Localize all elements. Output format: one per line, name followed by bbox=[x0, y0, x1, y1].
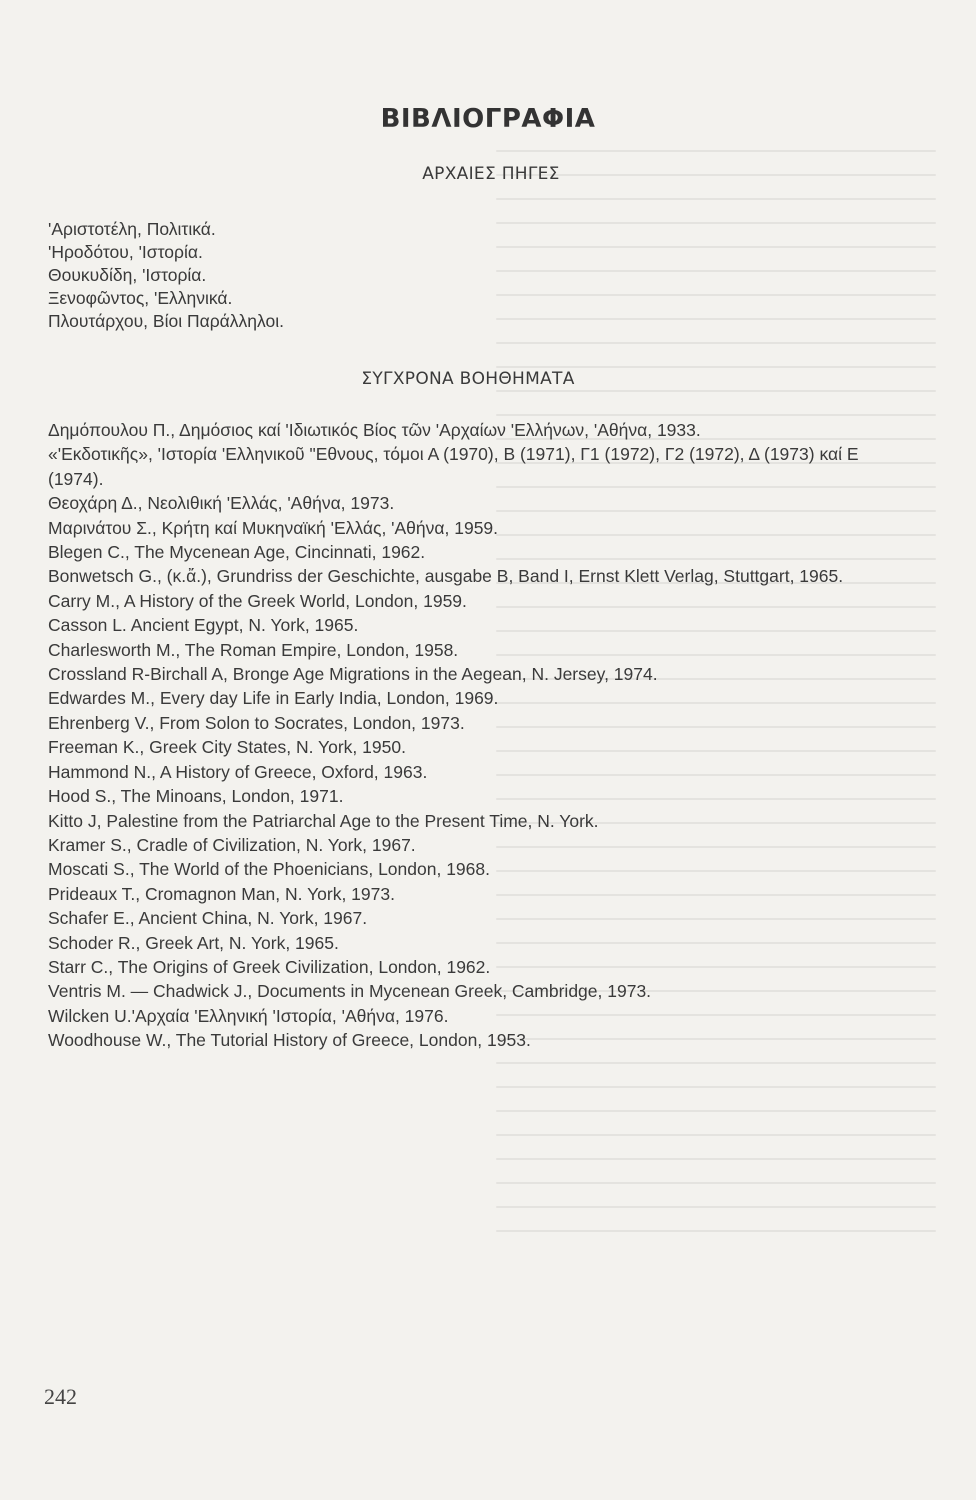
list-item: Θεοχάρη Δ., Νεολιθική 'Ελλάς, 'Αθήνα, 1973. bbox=[48, 493, 395, 514]
list-item: Moscati S., The World of the Phoenicians, London, 1968. bbox=[48, 859, 490, 880]
list-item: Starr C., The Origins of Greek Civilization, London, 1962. bbox=[48, 956, 491, 977]
page-title: ΒΙΒΛΙΟΓΡΑΦΙΑ bbox=[380, 104, 596, 134]
list-item: Hammond N., A History of Greece, Oxford, 1963. bbox=[48, 761, 428, 782]
list-item: 'Ηροδότου, 'Ιστορία. bbox=[48, 242, 203, 262]
list-item: 'Αριστοτέλη, Πολιτικά. bbox=[48, 219, 216, 239]
list-item: Wilcken U.'Αρχαία 'Ελληνική 'Ιστορία, 'Αθήνα, 1976. bbox=[48, 1005, 449, 1026]
list-item: Ehrenberg V., From Solon to Socrates, London, 1973. bbox=[48, 712, 465, 733]
modern-aids-heading: ΣΥΓΧΡΟΝΑ ΒΟΗΘΗΜΑΤΑ bbox=[361, 369, 575, 389]
page-number: 242 bbox=[44, 1384, 77, 1409]
list-item: Freeman K., Greek City States, N. York, 1950. bbox=[48, 737, 406, 758]
ancient-sources-list bbox=[48, 218, 284, 333]
list-item: Charlesworth M., The Roman Empire, London, 1958. bbox=[48, 639, 459, 660]
list-item: «'Εκδοτικῆς», 'Ιστορία 'Ελληνικοῦ "Εθνους, τόμοι Α (1970), Β (1971), Γ1 (1972), Γ2 (1972), Δ (1973) καί Ε (1974). bbox=[48, 444, 859, 489]
list-item: Prideaux T., Cromagnon Man, N. York, 1973. bbox=[48, 883, 395, 904]
list-item: Ξενοφῶντος, 'Ελληνικά. bbox=[48, 288, 233, 308]
list-item: Bonwetsch G., (κ.ἄ.), Grundriss der Geschichte, ausgabe B, Band I, Ernst Klett Verlag, Stuttgart, 1965. bbox=[48, 566, 844, 587]
list-item: Crossland R-Birchall A, Bronge Age Migrations in the Aegean, N. Jersey, 1974. bbox=[48, 664, 658, 685]
list-item: Kitto J, Palestine from the Patriarchal Age to the Present Time, N. York. bbox=[48, 810, 599, 831]
list-item: Kramer S., Cradle of Civilization, N. York, 1967. bbox=[48, 834, 416, 855]
list-item: Blegen C., The Mycenean Age, Cincinnati, 1962. bbox=[48, 542, 426, 563]
list-item: Πλουτάρχου, Βίοι Παράλληλοι. bbox=[48, 311, 284, 331]
list-item: Schoder R., Greek Art, N. York, 1965. bbox=[48, 932, 339, 953]
list-item: Hood S., The Minoans, London, 1971. bbox=[48, 786, 344, 807]
list-item: Schafer E., Ancient China, N. York, 1967. bbox=[48, 908, 368, 929]
ancient-sources-heading: ΑΡΧΑΙΕΣ ΠΗΓΕΣ bbox=[422, 164, 560, 184]
list-item: Woodhouse W., The Tutorial History of Greece, London, 1953. bbox=[48, 1030, 531, 1051]
list-item: Ventris M. — Chadwick J., Documents in Mycenean Greek, Cambridge, 1973. bbox=[48, 981, 652, 1002]
list-item: Θουκυδίδη, 'Ιστορία. bbox=[48, 265, 207, 285]
modern-aids-list bbox=[48, 418, 908, 1053]
list-item: Μαρινάτου Σ., Κρήτη καί Μυκηναϊκή 'Ελλάς, 'Αθήνα, 1959. bbox=[48, 517, 499, 538]
list-item: Carry M., A History of the Greek World, London, 1959. bbox=[48, 590, 467, 611]
list-item: Edwardes M., Every day Life in Early India, London, 1969. bbox=[48, 688, 499, 709]
list-item: Δημόπουλου Π., Δημόσιος καί 'Ιδιωτικός Βίος τῶν 'Αρχαίων 'Ελλήνων, 'Αθήνα, 1933. bbox=[48, 420, 701, 440]
list-item: Casson L. Ancient Egypt, N. York, 1965. bbox=[48, 615, 359, 636]
